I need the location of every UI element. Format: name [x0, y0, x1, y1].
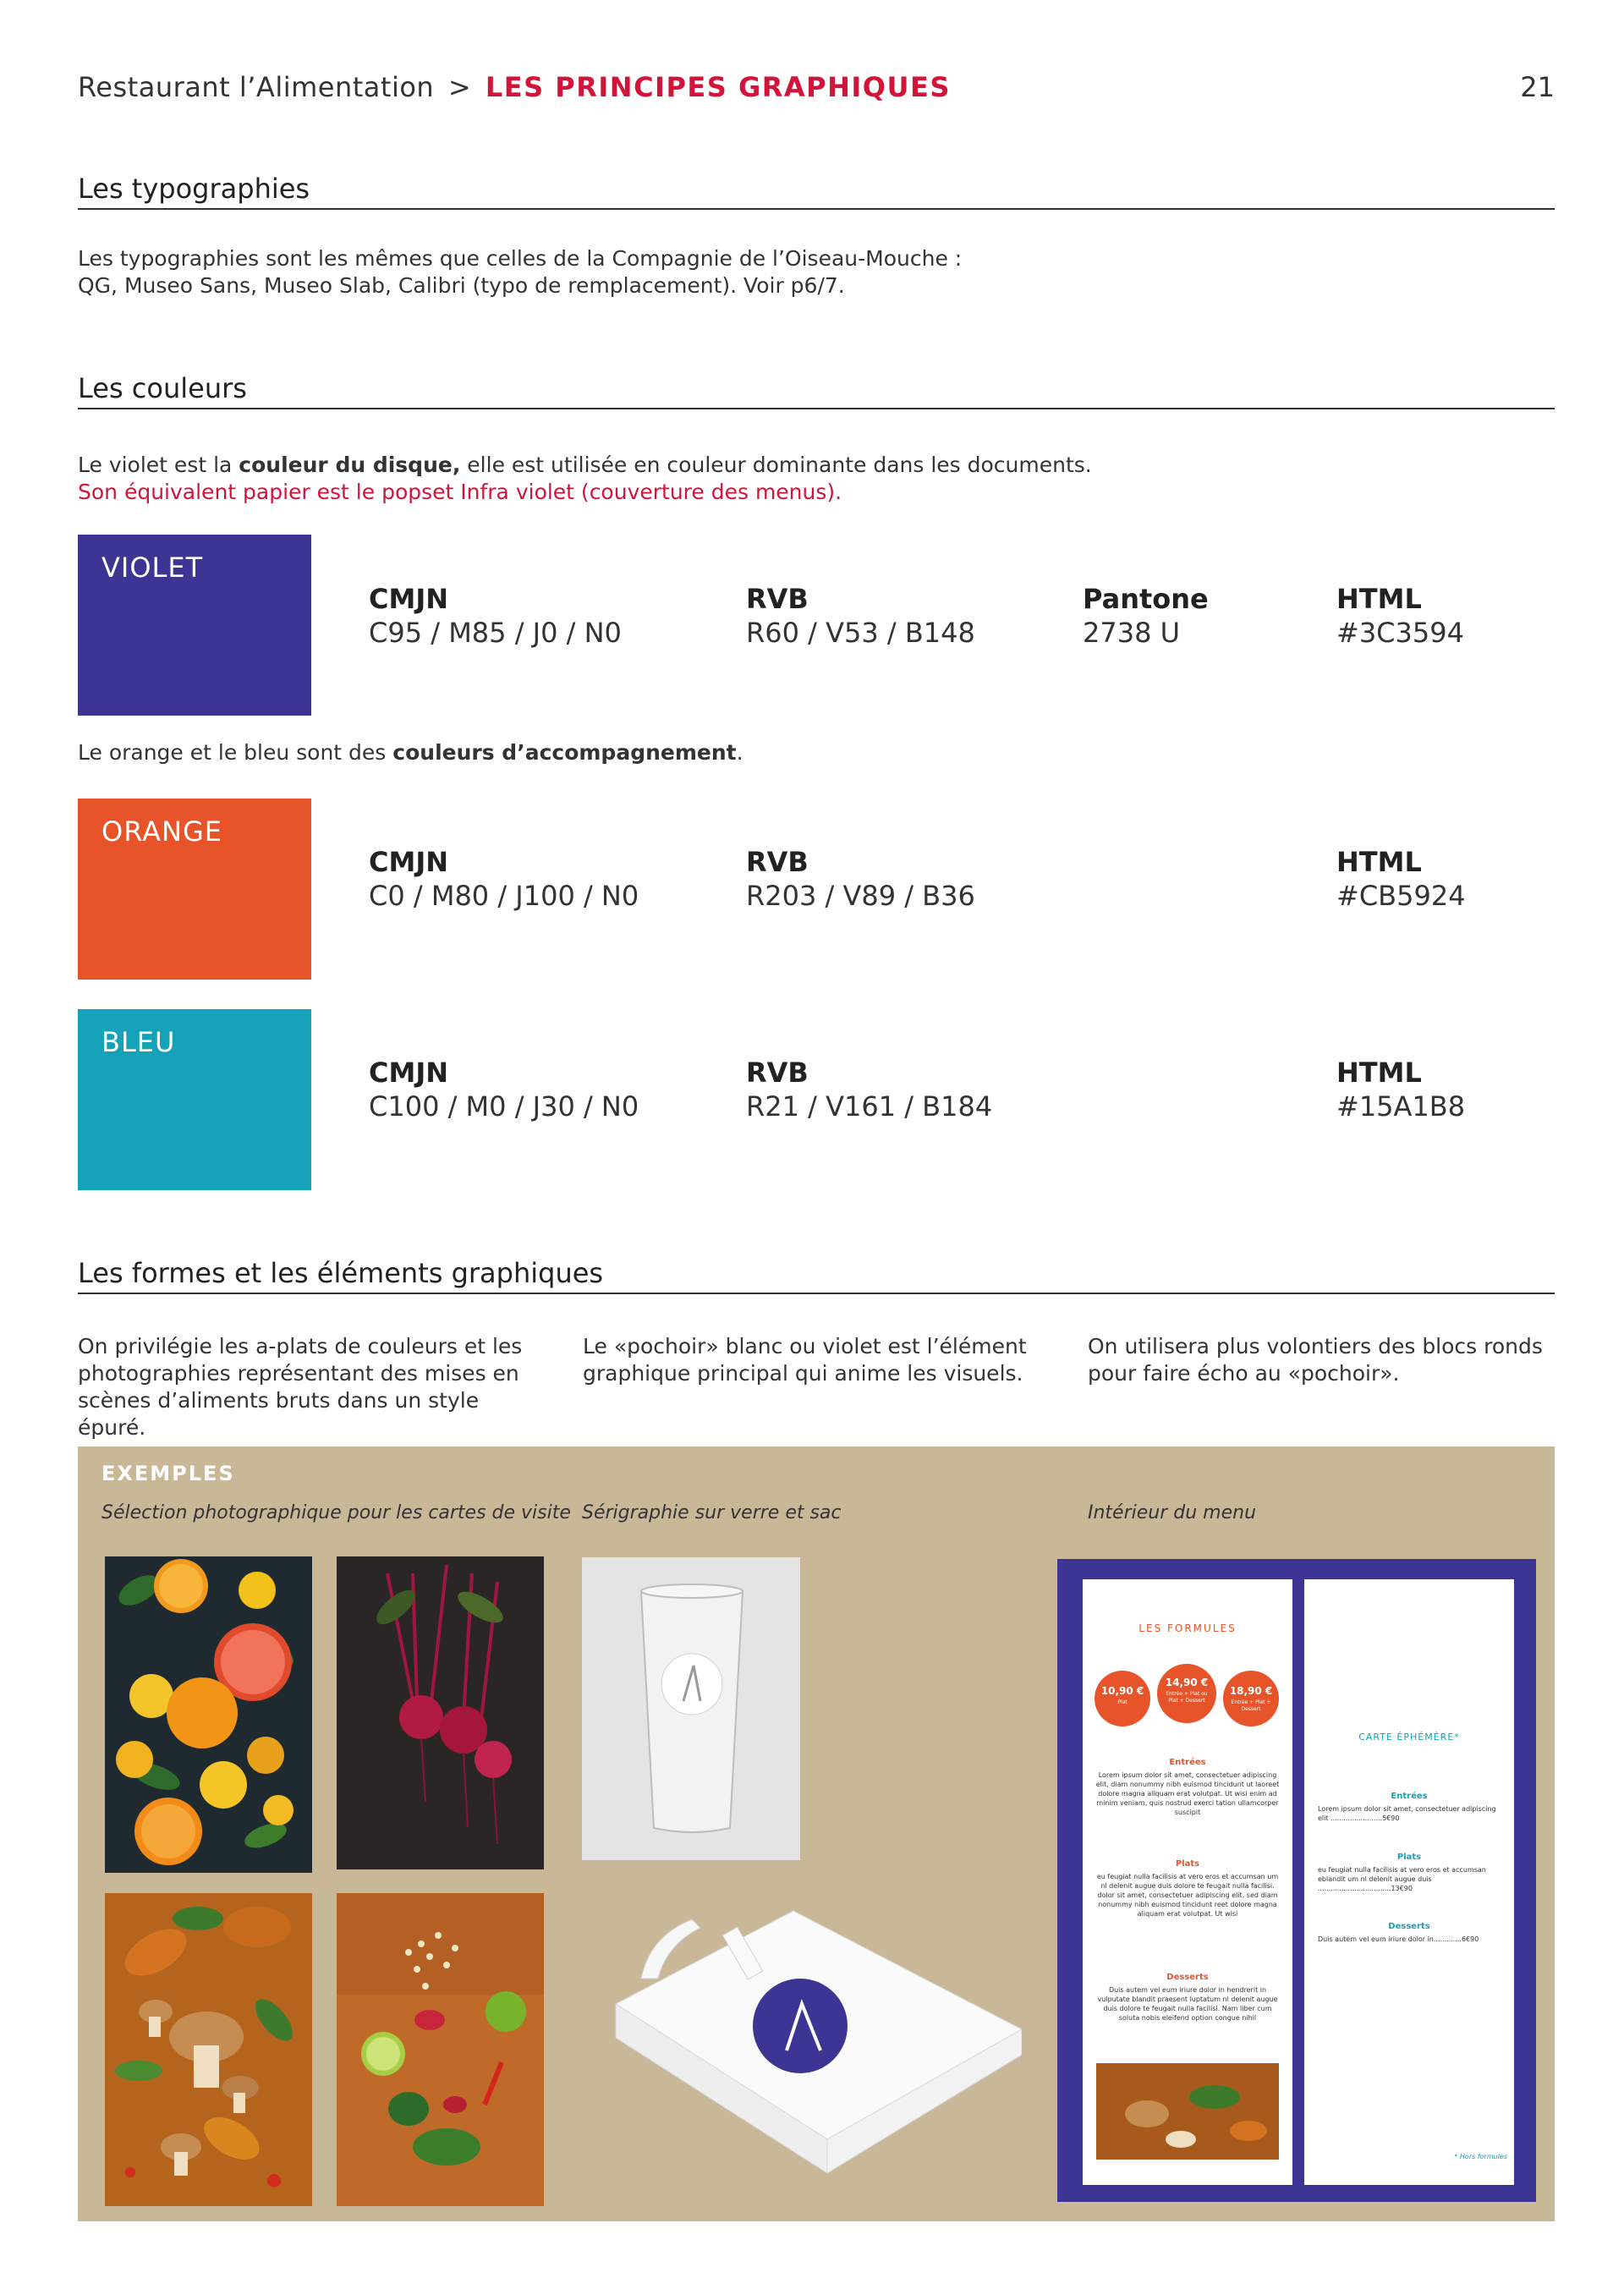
bag-stencil-icon [753, 1979, 848, 2073]
price-circle-3: 18,90 € Entrée + Plat + Dessert [1223, 1671, 1279, 1726]
menu-right-desserts-heading: Desserts [1388, 1922, 1430, 1931]
bleu-cmjn: CMJN C100 / M0 / J30 / N0 [369, 1057, 639, 1123]
menu-desserts-heading: Desserts [1166, 1973, 1209, 1982]
caption-photos: Sélection photographique pour les cartes de visite [102, 1502, 571, 1523]
breadcrumb-brand: Restaurant l’Alimentation [78, 71, 435, 103]
typography-title: Les typographies [78, 173, 1555, 210]
breadcrumb-separator: > [447, 71, 472, 103]
menu-right-plats-heading: Plats [1396, 1853, 1422, 1862]
colors-intro-bold: couleur du disque, [239, 453, 461, 477]
page-header [78, 71, 1555, 105]
violet-pantone: Pantone 2738 U [1083, 583, 1209, 649]
violet-html: HTML #3C3594 [1336, 583, 1464, 649]
menu-entrees-heading: Entrées [1169, 1758, 1206, 1767]
menu-entrees-body: Lorem ipsum dolor sit amet, consectetuer adipiscing elit, diam nonummy nibh euismod tincidunt ut laoreet dolore magna aliquam erat volutpat. Ut wisi enim ad minim veniam, quis nostrud exerci tation ullamcorper suscipit [1095, 1771, 1280, 1816]
colors-intro-a: Le violet est la [78, 453, 239, 477]
menu-left-panel [1083, 1579, 1292, 2185]
typography-line-2: QG, Museo Sans, Museo Slab, Calibri (typo de remplacement). Voir p6/7. [78, 273, 845, 298]
menu-mockup [1057, 1559, 1536, 2202]
bag-mockup [599, 1886, 1022, 2207]
price-circle-2: 14,90 € Entrée + Plat ou Plat + Dessert [1157, 1664, 1216, 1723]
photo-citrus [105, 1556, 312, 1873]
colors-intro [78, 452, 1092, 506]
menu-plats-heading: Plats [1175, 1859, 1200, 1869]
shapes-title: Les formes et les éléments graphiques [78, 1257, 1555, 1294]
caption-serigraphy: Sérigraphie sur verre et sac [582, 1502, 842, 1523]
glass-stencil-icon [661, 1654, 722, 1715]
menu-footnote: * Hors formules [1454, 2153, 1507, 2160]
shapes-col-1: On privilégie les a-plats de couleurs et les photographies représentant des mises en scènes d’aliments bruts dans un style épuré. [78, 1334, 523, 1440]
photo-mushrooms [105, 1893, 312, 2206]
bleu-rvb: RVB R21 / V161 / B184 [746, 1057, 993, 1123]
accompany-text: Le orange et le bleu sont des couleurs d’accompagnement. [78, 740, 743, 765]
caption-menu: Intérieur du menu [1088, 1502, 1257, 1523]
typography-line-1: Les typographies sont les mêmes que celles de la Compagnie de l’Oiseau-Mouche : [78, 246, 963, 271]
colors-intro-red: Son équivalent papier est le popset Infra violet (couverture des menus). [78, 480, 842, 504]
menu-desserts-body: Duis autem vel eum iriure dolor in hendrerit in vulputate blandit praesent luptatum nl delenit augue duis dolore te feugait nulla facilisi. Nam liber cum soluta nobis eleifend option congue nihil [1097, 1986, 1278, 2022]
swatch-orange: ORANGE [78, 799, 311, 980]
bleu-html: HTML #15A1B8 [1336, 1057, 1466, 1123]
orange-rvb: RVB R203 / V89 / B36 [746, 846, 975, 912]
orange-cmjn: CMJN C0 / M80 / J100 / N0 [369, 846, 639, 912]
violet-rvb: RVB R60 / V53 / B148 [746, 583, 975, 649]
glass-mockup [582, 1557, 800, 1860]
page-number: 21 [1520, 71, 1555, 103]
orange-html: HTML #CB5924 [1336, 846, 1466, 912]
menu-right-panel [1304, 1579, 1514, 2185]
menu-right-plats-body: eu feugiat nulla facilisis at vero eros et accumsan eblandit um nl delenit augue duis ..................................13€90 [1318, 1866, 1486, 1892]
menu-formules-title: LES FORMULES [1138, 1622, 1237, 1634]
swatch-violet: VIOLET [78, 535, 311, 716]
shapes-col-3: On utilisera plus volontiers des blocs ronds pour faire écho au «pochoir». [1088, 1334, 1543, 1386]
menu-right-entrees-body: Lorem ipsum dolor sit amet, consectetuer adipiscing elit ........................5€90 [1318, 1805, 1496, 1822]
typography-text [78, 245, 962, 299]
shapes-col-2: Le «pochoir» blanc ou violet est l’élément graphique principal qui anime les visuels. [583, 1334, 1027, 1386]
colors-title: Les couleurs [78, 372, 1555, 409]
violet-cmjn: CMJN C95 / M85 / J0 / N0 [369, 583, 622, 649]
menu-photo [1096, 2063, 1279, 2160]
menu-ephemere-title: CARTE ÉPHÉMÈRE* [1358, 1732, 1460, 1743]
price-circle-1: 10,90 € Plat [1095, 1671, 1150, 1726]
examples-title: EXEMPLES [102, 1462, 235, 1485]
breadcrumb [78, 71, 951, 103]
menu-right-entrees-heading: Entrées [1391, 1792, 1428, 1801]
swatch-bleu: BLEU [78, 1009, 311, 1190]
colors-intro-b: elle est utilisée en couleur dominante dans les documents. [460, 453, 1092, 477]
menu-plats-body: eu feugiat nulla facilisis at vero eros et accumsan um nl delenit augue duis dolore te feugait nulla facilisi. dolor sit amet, consectetuer adipiscing elit, sed diam nonummy nibh euismod tincidunt reet dolore magna aliquam erat volutpat. Ut wisi [1096, 1873, 1279, 1918]
breadcrumb-section: LES PRINCIPES GRAPHIQUES [485, 71, 951, 103]
examples-panel [78, 1446, 1555, 2221]
menu-right-desserts-body: Duis autem vel eum iriure dolor in.............6€90 [1318, 1935, 1479, 1943]
photo-beets [337, 1556, 544, 1869]
photo-lime-peppers [337, 1893, 544, 2206]
